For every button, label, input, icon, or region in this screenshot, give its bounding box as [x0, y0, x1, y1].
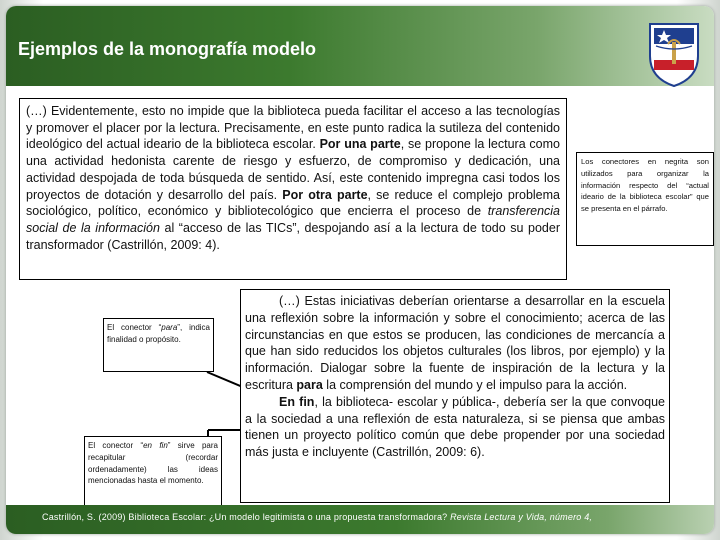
slide	[6, 6, 714, 534]
quote1-text-c: , se reduce el complejo problema sociológico, político, económico y bibliotecológico que encierra el proceso de	[26, 187, 560, 219]
quote1-text-b: , se propone la lectura como una actividad hedonista carente de riesgo y esfuerzo, de compromiso y dedicación, una actividad despojada de toda búsqueda de sentido. Así, este contenido impregna casi todos los proyectos de dotación y desarrollo del país.	[26, 137, 560, 202]
connector-para: para	[296, 377, 323, 392]
quote-paragraph-1	[19, 98, 567, 280]
quote2-paragraph-1: (…) Estas iniciativas deberían orientarse a desarrollar en la escuela una reflexión sobre la información y sobre el conocimiento; acerca de las circunstancias en que estos se producen, las condiciones de mercancía a que han sido reducidos los objetos culturales (los libros, por ejemplo) y la información. Dialogar sobre la fuente de inspiración de la lectura y la escritura para la comprensión del mundo y el impulso para la acción.	[245, 294, 665, 392]
quote1-text-d: al “acceso de las TICs”, despojando así a la lectura de todo su poder transformador (Castrillón, 2009: 4).	[26, 220, 561, 252]
quote1-text-a: (…) Evidentemente, esto no impide que la biblioteca pueda facilitar el acceso a las tecnologías y promover el placer por la lectura. Precisamente, en este punto radica la sutileza del contenido ideológico del actual ideario de la biblioteca escolar.	[26, 104, 560, 152]
note-connector-en-fin	[84, 436, 222, 510]
slide-title: Ejemplos de la monografía modelo	[18, 39, 317, 59]
note-connectors-bold: Los conectores en negrita son utilizados para organizar la información respecto del “actual ideario de la biblioteca escolar” que se presenta en el párrafo.	[576, 152, 714, 246]
note2-text-b: ”, indica finalidad o propósito.	[107, 323, 210, 344]
footer-bar	[6, 505, 714, 534]
quote1-italic-term: transferencia social de la información	[26, 204, 560, 235]
note3-term: en fin	[143, 441, 168, 450]
connector-por-una-parte: Por una parte	[319, 137, 401, 152]
note-connector-para	[103, 318, 214, 372]
footer-citation: Castrillón, S. (2009) Biblioteca Escolar: ¿Un modelo legitimista o una propuesta transformadora? Revista Lectura y Vida, número 4,	[42, 512, 593, 522]
note3-text-b: ” sirve para recapitular (recordar ordenadamente) las ideas mencionadas hasta el momento.	[88, 441, 218, 486]
note2-text-a: El conector “	[107, 323, 162, 332]
connector-por-otra-parte: Por otra parte	[282, 187, 368, 202]
quote2-paragraph-2: En fin, la biblioteca- escolar y pública-, debería ser la que convoque a la sociedad a una reflexión de esta naturaleza, si se piensa que ambas tienen un proyecto político común que debe propender por una sociedad más justa e incluyente (Castrillón, 2009: 6).	[245, 394, 665, 460]
footer-journal: Revista Lectura y Vida, número 4,	[450, 512, 593, 522]
note3-text-a: El conector “	[88, 441, 144, 450]
quote-paragraph-2	[240, 289, 670, 503]
note2-term: para	[161, 323, 178, 332]
connector-en-fin: En fin	[279, 394, 315, 409]
